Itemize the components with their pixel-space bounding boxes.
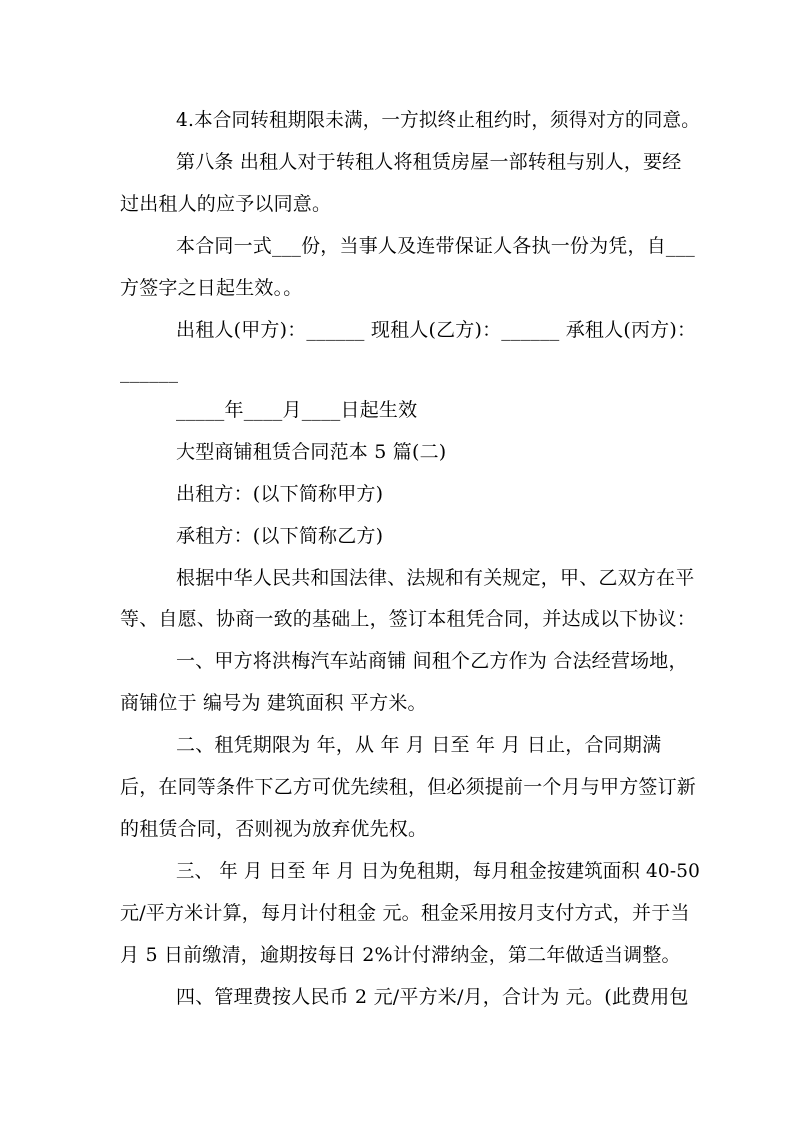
section-title: 大型商铺租赁合同范本 5 篇(二) xyxy=(176,441,447,463)
text-line: ______ xyxy=(120,361,179,383)
text-line: 承租方：(以下简称乙方) xyxy=(176,525,384,547)
text-line: 4.本合同转租期限未满，一方拟终止租约时，须得对方的同意。 xyxy=(176,109,700,131)
text-line: 元/平方米计算，每月计付租金 元。租金采用按月支付方式，并于当 xyxy=(120,902,690,924)
text-line: 根据中华人民共和国法律、法规和有关规定，甲、乙双方在平 xyxy=(176,567,695,589)
text-line: 月 5 日前缴清，逾期按每日 2%计付滞纳金，第二年做适当调整。 xyxy=(120,944,681,966)
text-line: 一、甲方将洪梅汽车站商铺 间租个乙方作为 合法经营场地， xyxy=(176,650,688,672)
text-line: 过出租人的应予以同意。 xyxy=(120,193,332,215)
text-line: 方签字之日起生效。。 xyxy=(120,277,303,299)
text-line: 等、自愿、协商一致的基础上，签订本租凭合同，并达成以下协议： xyxy=(120,608,697,630)
text-line: 出租人(甲方)：______ 现租人(乙方)：______ 承租人(丙方)： xyxy=(176,319,697,341)
text-line: _____年____月____日起生效 xyxy=(176,399,418,421)
text-line: 本合同一式___份，当事人及连带保证人各执一份为凭，自___ xyxy=(176,235,696,257)
text-line: 的租赁合同，否则视为放弃优先权。 xyxy=(120,818,428,840)
text-line: 商铺位于 编号为 建筑面积 平方米。 xyxy=(120,692,427,714)
text-line: 四、管理费按人民币 2 元/平方米/月，合计为 元。(此费用包 xyxy=(176,986,689,1008)
text-line: 出租方：(以下简称甲方) xyxy=(176,483,384,505)
text-line: 三、 年 月 日至 年 月 日为免租期，每月租金按建筑面积 40-50 xyxy=(176,860,701,882)
text-line: 后，在同等条件下乙方可优先续租，但必须提前一个月与甲方签订新 xyxy=(120,776,697,798)
text-line: 第八条 出租人对于转租人将租赁房屋一部转租与别人，要经 xyxy=(176,151,682,173)
text-line: 二、租凭期限为 年，从 年 月 日至 年 月 日止，合同期满 xyxy=(176,734,662,756)
